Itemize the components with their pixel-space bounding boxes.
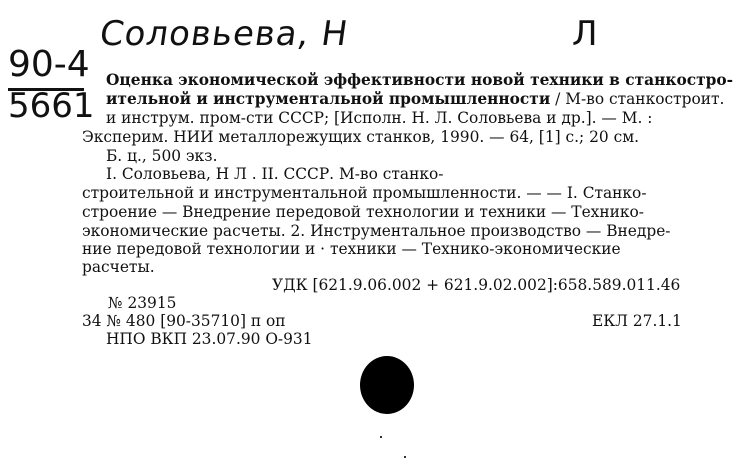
- speck: [404, 456, 406, 458]
- record-number: № 23915: [108, 294, 177, 312]
- title-line-2-rest: / М-во станкострoит.: [550, 90, 725, 108]
- handwritten-code-bottom: 5661: [8, 86, 95, 126]
- npo-line: НПО ВКП 23.07.90 О-931: [106, 330, 313, 348]
- handwritten-letter: Л: [572, 14, 598, 54]
- annotation-line-2: строительной и инструментальной промышленности. — — I. Станко-: [82, 184, 647, 202]
- speck: [380, 436, 382, 438]
- handwritten-code-top: 90-4: [8, 44, 90, 85]
- publisher-line-1: и инструм. пром-сти СССР; [Исполн. Н. Л. Соловьева и др.]. — М. :: [106, 109, 653, 127]
- annotation-line-3: строение — Внедрение передовой технологии и техники — Технико-: [82, 203, 644, 221]
- registry-line-left: 34 № 480 [90-35710] п оп: [82, 312, 286, 330]
- registry-line-right: ЕКЛ 27.1.1: [592, 312, 682, 330]
- title-line-2: [106, 92, 724, 107]
- annotation-line-6: расчеты.: [82, 258, 155, 276]
- handwritten-author-name: Соловьева, Н: [97, 14, 351, 54]
- annotation-line-5: ние передовой технологии и · техники — Технико-экономические: [82, 240, 621, 258]
- annotation-line-4: экономические расчеты. 2. Инструментальное производство — Внедре-: [82, 222, 671, 240]
- title-line-1: Оценка экономической эффективности новой техники в станкостро-: [106, 71, 734, 89]
- annotation-line-1: I. Соловьева, Н Л . II. СССР. М-во станко-: [106, 165, 444, 183]
- punch-hole: [360, 356, 414, 414]
- title-line-2-bold: ительной и инструментальной промышленности: [106, 90, 551, 108]
- publisher-line-2: Эксперим. НИИ металлорежущих станков, 1990. — 64, [1] с.; 20 см.: [82, 128, 640, 146]
- price-line: Б. ц., 500 экз.: [106, 147, 218, 165]
- udk-line: УДК [621.9.06.002 + 621.9.02.002]:658.589.011.46: [272, 276, 681, 294]
